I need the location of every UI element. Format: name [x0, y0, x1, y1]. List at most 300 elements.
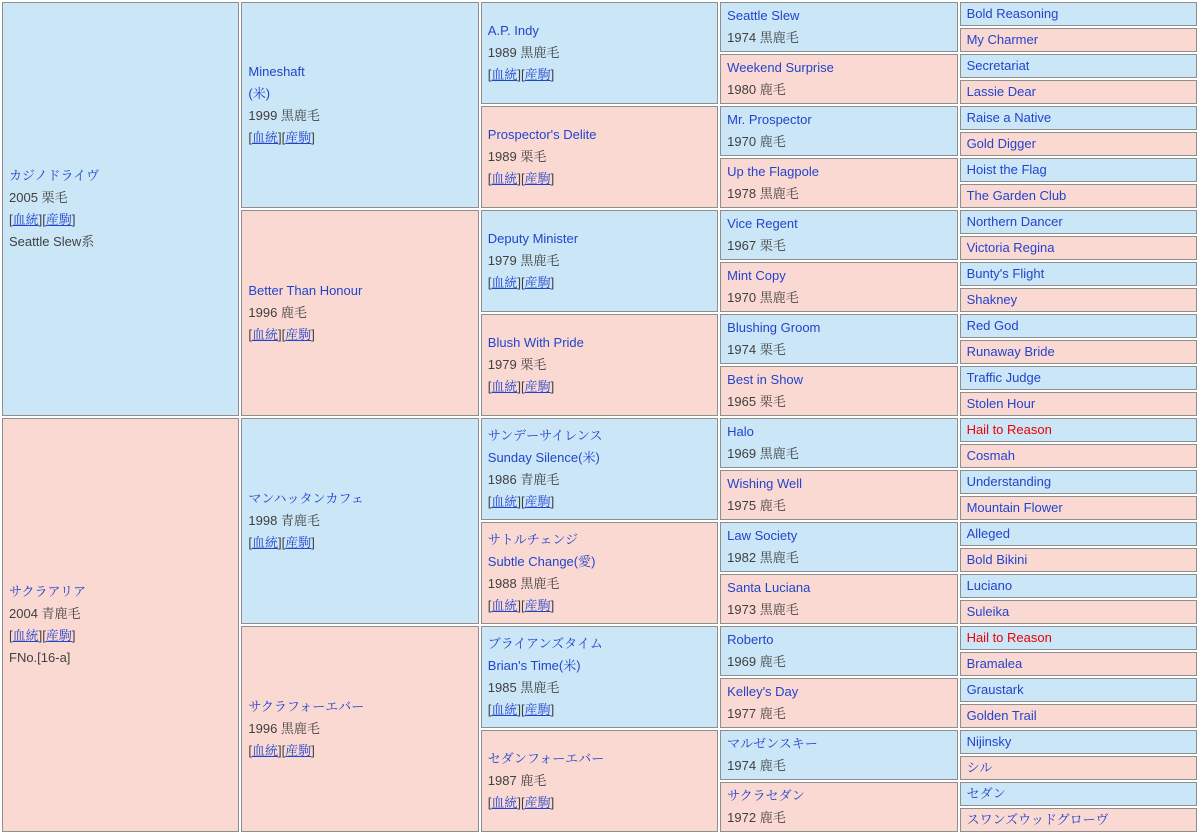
pedigree-cell-g5 — [960, 288, 1197, 312]
pedigree-cell-g5 — [960, 158, 1197, 182]
pedigree-cell-sire — [241, 2, 478, 208]
horse-year-coat: 1982 黒鹿毛 — [727, 550, 799, 565]
horse-name — [727, 161, 954, 183]
horse-name-link[interactable]: Prospector's Delite — [487, 127, 597, 142]
horse-year-coat: 1975 鹿毛 — [727, 498, 786, 513]
horse-name-link[interactable]: Seattle Slew — [727, 8, 800, 23]
bracket: [ — [248, 327, 253, 342]
horse-year-coat: 1969 鹿毛 — [727, 654, 786, 669]
horse-name-link[interactable]: Alleged — [966, 526, 1010, 541]
bracket: [ — [487, 598, 492, 613]
horse-name — [967, 367, 1194, 389]
pedigree-cell-g4 — [720, 782, 957, 832]
bracket: ] — [550, 494, 555, 509]
horse-name-link[interactable]: Hail to Reason — [966, 630, 1052, 645]
links-row — [488, 168, 715, 190]
pedigree-cell-g5 — [960, 522, 1197, 546]
horse-name — [967, 809, 1194, 831]
horse-name-link[interactable]: Graustark — [966, 682, 1024, 697]
bracket: ][ — [517, 598, 525, 613]
horse-name — [248, 61, 475, 83]
horse-name-link[interactable]: Hail to Reason — [966, 422, 1052, 437]
horse-name-link[interactable]: Stolen Hour — [966, 396, 1036, 411]
bracket: ][ — [278, 535, 286, 550]
horse-name-link[interactable]: Santa Luciana — [727, 580, 811, 595]
blood-link[interactable]: 血統 — [252, 327, 279, 342]
bracket: [ — [487, 67, 492, 82]
horse-year-coat: 1998 青鹿毛 — [248, 513, 320, 528]
horse-name — [727, 733, 954, 755]
links-row — [248, 324, 475, 346]
pedigree-cell-g5-duplicate — [960, 418, 1197, 442]
horse-name — [967, 81, 1194, 103]
horse-name-link[interactable]: ブライアンズタイム — [487, 636, 603, 651]
bracket: ][ — [38, 628, 46, 643]
horse-year-coat: 1973 黒鹿毛 — [727, 602, 799, 617]
bracket: ] — [311, 130, 315, 145]
horse-name-link[interactable]: Wishing Well — [727, 476, 803, 491]
horse-name — [727, 525, 954, 547]
pedigree-cell-g5 — [960, 756, 1197, 780]
horse-year-coat: 1989 黒鹿毛 — [487, 45, 560, 60]
horse-name-link[interactable]: Raise a Native — [966, 110, 1052, 125]
pedigree-cell-g4 — [720, 54, 957, 104]
horse-year-coat: 1987 鹿毛 — [487, 773, 547, 788]
horse-year-coat: 1986 青鹿毛 — [487, 472, 560, 487]
pedigree-cell-g4 — [720, 210, 957, 260]
horse-name-link[interactable]: Roberto — [727, 632, 774, 647]
pedigree-cell-g5 — [960, 392, 1197, 416]
bracket: ] — [550, 379, 555, 394]
pedigree-cell-g5 — [960, 54, 1197, 78]
bracket: ][ — [517, 795, 525, 810]
horse-name — [967, 133, 1194, 155]
bracket: ][ — [278, 327, 286, 342]
pedigree-cell-g4 — [720, 314, 957, 364]
bracket: ] — [550, 598, 555, 613]
horse-name — [967, 341, 1194, 363]
horse-name — [727, 577, 954, 599]
horse-name-link[interactable]: Traffic Judge — [966, 370, 1041, 385]
pedigree-cell-granddam — [481, 522, 718, 624]
horse-year-coat: 1978 黒鹿毛 — [727, 186, 799, 201]
horse-name — [727, 109, 954, 131]
horse-name — [967, 107, 1194, 129]
horse-name-link[interactable]: Shakney — [966, 292, 1018, 307]
horse-name — [967, 523, 1194, 545]
links-row — [488, 699, 715, 721]
pedigree-cell-g5 — [960, 262, 1197, 286]
blood-link[interactable]: 血統 — [491, 795, 518, 810]
horse-year-coat: 1970 鹿毛 — [727, 134, 786, 149]
pedigree-cell-g5 — [960, 808, 1197, 832]
pedigree-cell-granddam — [481, 314, 718, 416]
bracket: ][ — [517, 67, 525, 82]
horse-name-link[interactable]: Hoist the Flag — [966, 162, 1047, 177]
horse-name-link[interactable]: Lassie Dear — [966, 84, 1036, 99]
horse-name-link[interactable]: Bold Bikini — [966, 552, 1028, 567]
bracket: [ — [487, 275, 492, 290]
horse-name-link[interactable]: Law Society — [727, 528, 798, 543]
bracket: [ — [248, 743, 253, 758]
links-row — [488, 376, 715, 398]
links-row — [9, 625, 236, 647]
horse-name-link[interactable]: Mineshaft — [248, 64, 305, 79]
pedigree-cell-g5 — [960, 184, 1197, 208]
pedigree-cell-dam — [241, 626, 478, 832]
horse-name — [967, 445, 1194, 467]
bracket: ] — [71, 212, 76, 227]
horse-year-coat: 1974 黒鹿毛 — [727, 30, 799, 45]
horse-name-link[interactable]: Deputy Minister — [487, 231, 579, 246]
bracket: [ — [9, 628, 13, 643]
horse-name — [967, 29, 1194, 51]
horse-name-alt[interactable]: (米) — [248, 86, 271, 101]
horse-name — [727, 57, 954, 79]
bracket: ][ — [517, 379, 525, 394]
bracket: ] — [550, 67, 555, 82]
horse-name — [488, 228, 715, 250]
horse-name — [488, 332, 715, 354]
pedigree-cell-g5 — [960, 314, 1197, 338]
links-row — [248, 127, 475, 149]
horse-name — [967, 55, 1194, 77]
pedigree-cell-g4 — [720, 678, 957, 728]
offspring-link[interactable]: 産駒 — [524, 67, 551, 82]
horse-name-link[interactable]: Halo — [727, 424, 754, 439]
pedigree-cell-dam — [241, 210, 478, 416]
blood-link[interactable]: 血統 — [252, 535, 279, 550]
bracket: [ — [487, 379, 492, 394]
links-row — [9, 209, 236, 231]
links-row — [488, 595, 715, 617]
pedigree-cell-g4 — [720, 574, 957, 624]
bracket: ] — [311, 327, 315, 342]
offspring-link[interactable]: 産駒 — [524, 598, 551, 613]
horse-name — [488, 633, 715, 655]
blood-link[interactable]: 血統 — [491, 67, 518, 82]
pedigree-cell-grandsire — [481, 418, 718, 520]
horse-year-coat: 1977 鹿毛 — [727, 706, 786, 721]
horse-name-link[interactable]: Red God — [966, 318, 1019, 333]
horse-name — [967, 263, 1194, 285]
horse-name-link[interactable]: Victoria Regina — [966, 240, 1055, 255]
offspring-link[interactable]: 産駒 — [524, 702, 551, 717]
family-number-label: FNo.[16-a] — [9, 650, 71, 665]
offspring-link[interactable]: 産駒 — [524, 494, 551, 509]
pedigree-cell-grandsire — [481, 2, 718, 104]
offspring-link[interactable]: 産駒 — [524, 379, 551, 394]
horse-name — [248, 280, 475, 302]
links-row — [488, 792, 715, 814]
horse-name — [727, 369, 954, 391]
horse-name-link[interactable]: サクラセダン — [727, 788, 805, 803]
bracket: ] — [311, 743, 315, 758]
horse-name-link[interactable]: サクラフォーエバー — [248, 699, 365, 714]
blood-link[interactable]: 血統 — [491, 598, 518, 613]
bracket: [ — [487, 171, 492, 186]
horse-name-link[interactable]: Runaway Bride — [966, 344, 1055, 359]
horse-name-alt[interactable]: Brian's Time(米) — [487, 658, 581, 673]
horse-name — [727, 629, 954, 651]
horse-name-link[interactable]: My Charmer — [966, 32, 1039, 47]
horse-name — [727, 421, 954, 443]
blood-link[interactable]: 血統 — [252, 743, 279, 758]
pedigree-cell-g4 — [720, 626, 957, 676]
horse-name-link[interactable]: Nijinsky — [966, 734, 1012, 749]
pedigree-cell-subject — [2, 2, 239, 416]
horse-name-link[interactable]: Cosmah — [966, 448, 1015, 463]
horse-year-coat: 1970 黒鹿毛 — [727, 290, 799, 305]
pedigree-cell-g5 — [960, 652, 1197, 676]
bracket: ] — [550, 275, 555, 290]
horse-name — [967, 783, 1194, 805]
links-row — [488, 64, 715, 86]
horse-name — [967, 159, 1194, 181]
offspring-link[interactable]: 産駒 — [285, 743, 312, 758]
pedigree-cell-g5 — [960, 496, 1197, 520]
horse-name-link[interactable]: Blushing Groom — [727, 320, 821, 335]
pedigree-cell-g4 — [720, 2, 957, 52]
horse-name — [248, 696, 475, 718]
horse-name-link[interactable]: サンデーサイレンス — [487, 428, 603, 443]
horse-name-link[interactable]: A.P. Indy — [487, 23, 539, 38]
horse-year-coat: 1972 鹿毛 — [727, 810, 786, 825]
horse-year-coat: 1989 栗毛 — [487, 149, 547, 164]
horse-name-link[interactable]: Best in Show — [727, 372, 804, 387]
pedigree-cell-g5 — [960, 366, 1197, 390]
pedigree-cell-g5 — [960, 28, 1197, 52]
horse-year-coat: 1980 鹿毛 — [727, 82, 786, 97]
horse-name — [967, 289, 1194, 311]
horse-name — [967, 653, 1194, 675]
pedigree-cell-g5 — [960, 600, 1197, 624]
horse-name-link[interactable]: Bunty's Flight — [966, 266, 1045, 281]
links-row — [488, 491, 715, 513]
pedigree-cell-g5 — [960, 106, 1197, 130]
horse-name — [727, 681, 954, 703]
horse-name-alt[interactable]: Sunday Silence(米) — [487, 450, 600, 465]
horse-year-coat: 2005 栗毛 — [9, 190, 68, 205]
horse-name — [967, 393, 1194, 415]
offspring-link[interactable]: 産駒 — [45, 212, 72, 227]
horse-name — [967, 575, 1194, 597]
bracket: [ — [9, 212, 13, 227]
pedigree-cell-g4 — [720, 366, 957, 416]
horse-name — [727, 317, 954, 339]
horse-name — [967, 731, 1194, 753]
horse-name — [727, 5, 954, 27]
pedigree-cell-g5 — [960, 132, 1197, 156]
horse-name — [967, 211, 1194, 233]
pedigree-cell-g5 — [960, 236, 1197, 260]
horse-name — [727, 473, 954, 495]
horse-year-coat: 1974 栗毛 — [727, 342, 786, 357]
pedigree-cell-g5 — [960, 444, 1197, 468]
blood-link[interactable]: 血統 — [491, 702, 518, 717]
horse-name-link[interactable]: Mr. Prospector — [727, 112, 812, 127]
bracket: ] — [311, 535, 315, 550]
horse-year-coat: 1979 黒鹿毛 — [487, 253, 560, 268]
horse-name — [967, 185, 1194, 207]
horse-name-link[interactable]: The Garden Club — [966, 188, 1067, 203]
horse-name — [967, 3, 1194, 25]
horse-year-coat: 1988 黒鹿毛 — [487, 576, 560, 591]
horse-name-link[interactable]: Up the Flagpole — [727, 164, 819, 179]
offspring-link[interactable]: 産駒 — [524, 795, 551, 810]
horse-name-link[interactable]: Understanding — [966, 474, 1052, 489]
horse-name — [727, 265, 954, 287]
horse-name-link[interactable]: Vice Regent — [727, 216, 798, 231]
horse-year-coat: 2004 青鹿毛 — [9, 606, 81, 621]
horse-name-link[interactable]: スワンズウッドグローヴ — [966, 812, 1109, 827]
blood-link[interactable]: 血統 — [491, 275, 518, 290]
horse-name-link[interactable]: サクラアリア — [9, 584, 86, 599]
horse-name — [967, 471, 1194, 493]
horse-year-coat: 1967 栗毛 — [727, 238, 786, 253]
links-row — [248, 532, 475, 554]
horse-name-link[interactable]: Suleika — [966, 604, 1010, 619]
pedigree-cell-g5 — [960, 2, 1197, 26]
horse-name — [488, 748, 715, 770]
offspring-link[interactable]: 産駒 — [285, 535, 312, 550]
links-row — [248, 740, 475, 762]
offspring-link[interactable]: 産駒 — [524, 171, 551, 186]
horse-name-link[interactable]: Bramalea — [966, 656, 1023, 671]
horse-name — [967, 237, 1194, 259]
blood-link[interactable]: 血統 — [252, 130, 279, 145]
blood-link[interactable]: 血統 — [12, 628, 39, 643]
bracket: [ — [248, 130, 253, 145]
bracket: [ — [487, 702, 492, 717]
horse-name-link[interactable]: Blush With Pride — [487, 335, 584, 350]
horse-name — [488, 20, 715, 42]
horse-name — [248, 488, 475, 510]
bracket: ][ — [517, 275, 525, 290]
horse-name — [9, 165, 236, 187]
bracket: ][ — [517, 494, 525, 509]
bracket: ] — [550, 795, 555, 810]
pedigree-cell-g5 — [960, 782, 1197, 806]
bracket: [ — [248, 535, 253, 550]
horse-name-link[interactable]: Better Than Honour — [248, 283, 363, 298]
horse-name-link[interactable]: Mountain Flower — [966, 500, 1063, 515]
bracket: ] — [550, 702, 555, 717]
pedigree-cell-grandsire — [481, 626, 718, 728]
pedigree-cell-g5 — [960, 340, 1197, 364]
offspring-link[interactable]: 産駒 — [285, 130, 312, 145]
horse-name — [727, 213, 954, 235]
pedigree-cell-g4 — [720, 106, 957, 156]
pedigree-cell-g4 — [720, 158, 957, 208]
pedigree-cell-granddam — [481, 730, 718, 832]
pedigree-cell-subject — [2, 418, 239, 832]
horse-name-link[interactable]: マルゼンスキー — [727, 736, 818, 751]
pedigree-cell-g4 — [720, 418, 957, 468]
links-row — [488, 272, 715, 294]
horse-name — [9, 581, 236, 603]
offspring-link[interactable]: 産駒 — [524, 275, 551, 290]
offspring-link[interactable]: 産駒 — [285, 327, 312, 342]
pedigree-cell-g5 — [960, 678, 1197, 702]
horse-name — [967, 627, 1194, 649]
horse-name — [727, 785, 954, 807]
bracket: ] — [550, 171, 555, 186]
horse-name — [967, 679, 1194, 701]
pedigree-cell-g5 — [960, 704, 1197, 728]
horse-name — [967, 497, 1194, 519]
horse-name-link[interactable]: マンハッタンカフェ — [248, 491, 364, 506]
bracket: ][ — [278, 743, 286, 758]
pedigree-cell-g5 — [960, 548, 1197, 572]
bracket: ][ — [517, 171, 525, 186]
sire-line-label: Seattle Slew系 — [9, 234, 95, 249]
horse-year-coat: 1979 栗毛 — [487, 357, 547, 372]
horse-name — [488, 124, 715, 146]
bracket: [ — [487, 795, 492, 810]
horse-name-link[interactable]: Mint Copy — [727, 268, 786, 283]
horse-name-link[interactable]: Weekend Surprise — [727, 60, 834, 75]
pedigree-cell-g4 — [720, 470, 957, 520]
horse-name-link[interactable]: Golden Trail — [966, 708, 1037, 723]
horse-year-coat: 1996 黒鹿毛 — [248, 721, 320, 736]
horse-name-alt[interactable]: Subtle Change(愛) — [487, 554, 596, 569]
pedigree-cell-grandsire — [481, 210, 718, 312]
horse-year-coat: 1974 鹿毛 — [727, 758, 786, 773]
pedigree-cell-g5-duplicate — [960, 626, 1197, 650]
horse-name-link[interactable]: サトルチェンジ — [487, 532, 579, 547]
horse-year-coat: 1985 黒鹿毛 — [487, 680, 560, 695]
horse-year-coat: 1996 鹿毛 — [248, 305, 307, 320]
blood-link[interactable]: 血統 — [12, 212, 39, 227]
horse-year-coat: 1969 黒鹿毛 — [727, 446, 799, 461]
horse-name-link[interactable]: Luciano — [966, 578, 1013, 593]
bracket: [ — [487, 494, 492, 509]
blood-link[interactable]: 血統 — [491, 379, 518, 394]
horse-name-link[interactable]: シル — [966, 760, 993, 775]
pedigree-cell-sire — [241, 418, 478, 624]
bracket: ][ — [517, 702, 525, 717]
pedigree-cell-g5 — [960, 210, 1197, 234]
horse-name — [488, 425, 715, 447]
horse-name-link[interactable]: カジノドライヴ — [9, 168, 100, 183]
horse-name-link[interactable]: Gold Digger — [966, 136, 1036, 151]
offspring-link[interactable]: 産駒 — [45, 628, 72, 643]
horse-name — [967, 757, 1194, 779]
blood-link[interactable]: 血統 — [491, 494, 518, 509]
horse-year-coat: 1999 黒鹿毛 — [248, 108, 320, 123]
horse-name-link[interactable]: Secretariat — [966, 58, 1030, 73]
pedigree-cell-granddam — [481, 106, 718, 208]
pedigree-cell-g5 — [960, 470, 1197, 494]
horse-name — [488, 529, 715, 551]
pedigree-cell-g4 — [720, 262, 957, 312]
horse-name-link[interactable]: Northern Dancer — [966, 214, 1063, 229]
bracket: ][ — [278, 130, 286, 145]
horse-name — [967, 549, 1194, 571]
horse-name — [967, 705, 1194, 727]
blood-link[interactable]: 血統 — [491, 171, 518, 186]
pedigree-cell-g5 — [960, 80, 1197, 104]
horse-name-link[interactable]: セダン — [966, 786, 1006, 801]
horse-name-link[interactable]: Bold Reasoning — [966, 6, 1059, 21]
pedigree-cell-g4 — [720, 730, 957, 780]
horse-name — [967, 601, 1194, 623]
horse-name-link[interactable]: Kelley's Day — [727, 684, 799, 699]
horse-year-coat: 1965 栗毛 — [727, 394, 786, 409]
horse-name-link[interactable]: セダンフォーエバー — [487, 751, 605, 766]
horse-name — [967, 419, 1194, 441]
